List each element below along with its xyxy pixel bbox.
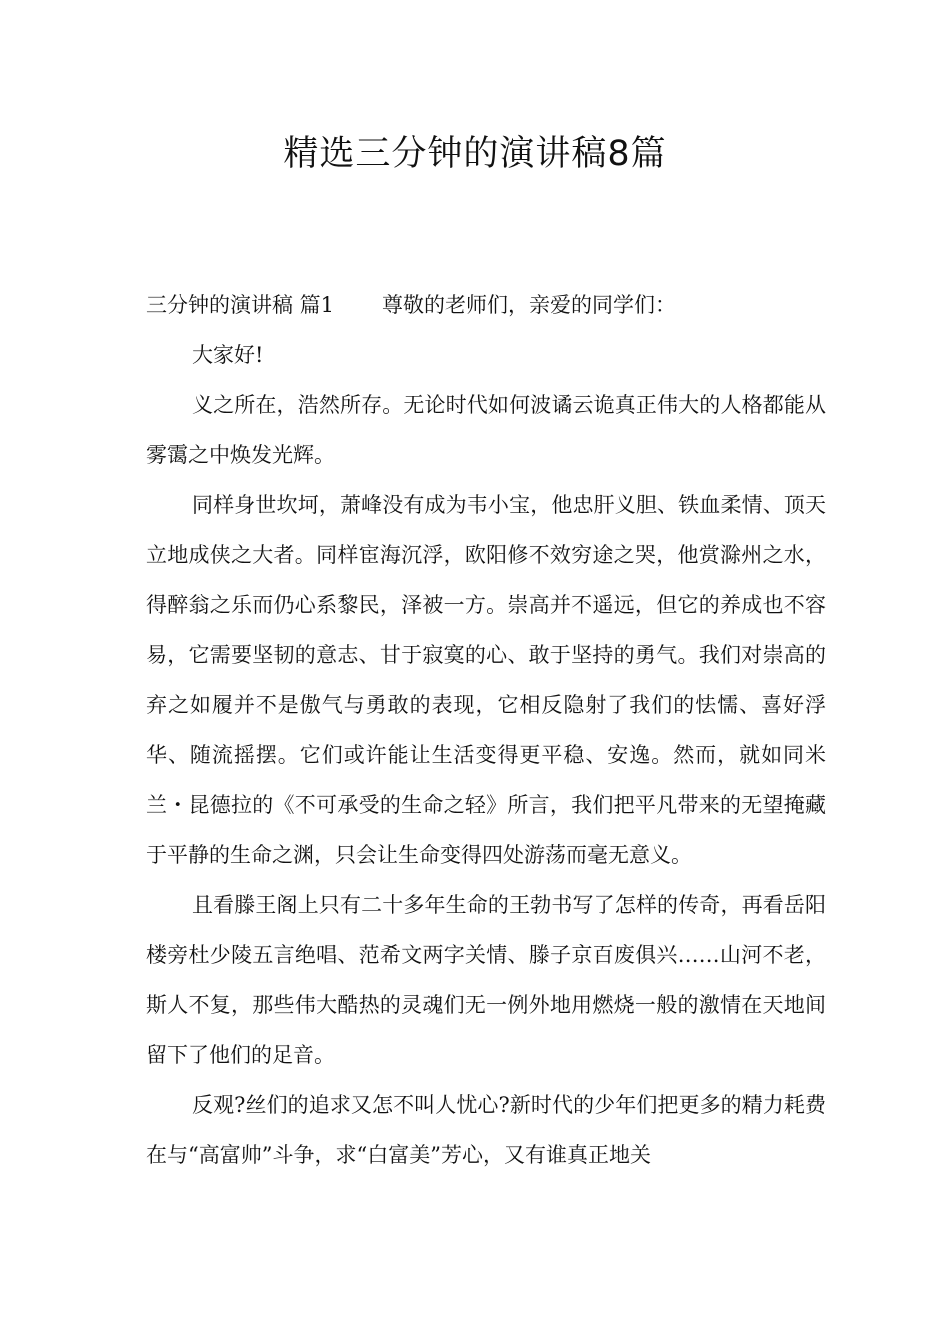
paragraph-2: 同样身世坎坷，萧峰没有成为韦小宝，他忠肝义胆、铁血柔情、顶天立地成侠之大者。同样宦海沉浮，欧阳修不效穷途之哭，他赏滁州之水，得醉翁之乐而仍心系黎民，泽被一方。崇高并不遥远，但它的养成也不容易，它需要坚韧的意志、甘于寂寞的心、敢于坚持的勇气。我们对崇高的弃之如履并不是傲气与勇敢的表现，它相反隐射了我们的怯懦、喜好浮华、随流摇摆。它们或许能让生活变得更平稳、安逸。然而，就如同米兰・昆德拉的《不可承受的生命之轻》所言，我们把平凡带来的无望掩藏于平静的生命之渊，只会让生命变得四处游荡而毫无意义。 [146, 493, 826, 867]
document-title: 精选三分钟的演讲稿8篇 [283, 134, 667, 174]
salutation: 尊敬的老师们，亲爱的同学们： [382, 293, 677, 317]
section-label: 三分钟的演讲稿 篇1 [146, 293, 335, 317]
section-header-line [146, 280, 826, 330]
document-body [146, 280, 826, 1180]
paragraph-greeting: 大家好! [192, 343, 264, 367]
paragraph-3: 且看滕王阁上只有二十多年生命的王勃书写了怎样的传奇，再看岳阳楼旁杜少陵五言绝唱、范希文两字关情、滕子京百废俱兴……山河不老，斯人不复，那些伟大酷热的灵魂们无一例外地用燃烧一般的激情在天地间留下了他们的足音。 [146, 893, 826, 1067]
paragraph-1: 义之所在，浩然所存。无论时代如何波谲云诡真正伟大的人格都能从雾霭之中焕发光辉。 [146, 393, 826, 467]
paragraph-4: 反观?丝们的追求又怎不叫人忧心?新时代的少年们把更多的精力耗费在与“高富帅”斗争，求“白富美”芳心，又有谁真正地关 [146, 1093, 826, 1167]
